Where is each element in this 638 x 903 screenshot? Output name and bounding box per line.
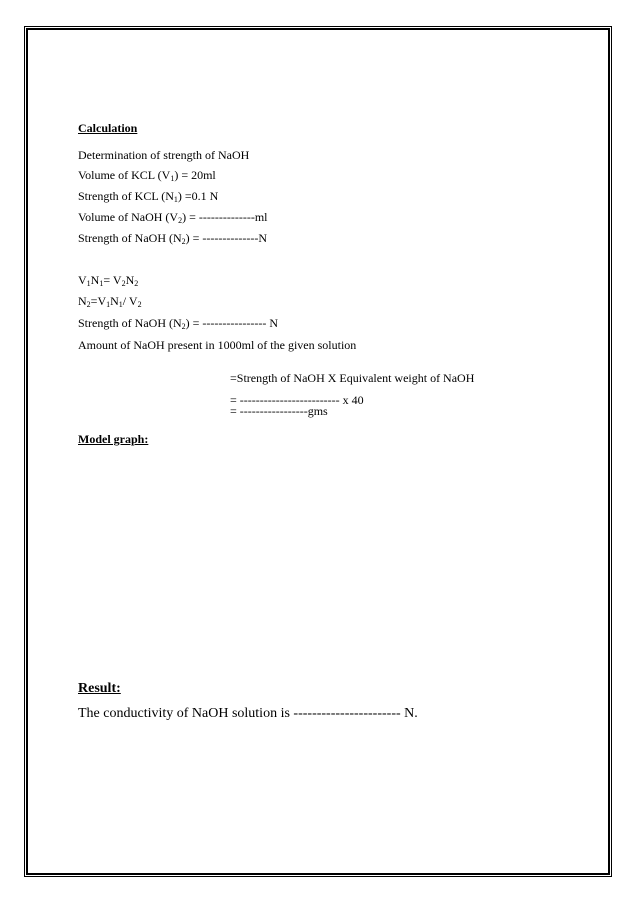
- intro-text: Determination of strength of NaOH: [78, 148, 250, 162]
- amount-text: Amount of NaOH present in 1000ml of the given solution: [78, 338, 357, 352]
- formula-equation-2: $N_2=V_1N_1/$ $V_2$: [78, 294, 142, 309]
- strength-x-equivalent-text: =Strength of NaOH X Equivalent weight of NaOH: [230, 371, 475, 385]
- blank-x40-text: = ------------------------- x 40: [230, 393, 364, 407]
- calculation-heading: Calculation: [78, 121, 138, 135]
- result-text: The conductivity of NaOH solution is ----------------------- N.: [78, 706, 418, 721]
- strength-kcl-line: Strength of KCL $(N_1) =0.1$ N: [78, 189, 219, 204]
- volume-naoh-line: Volume of NaOH $(V_2) = --------------ml$: [78, 210, 268, 225]
- strength-naoh-line: Strength of NaOH $(N_2) = --------------N$: [78, 231, 268, 246]
- result-heading: Result:: [78, 681, 121, 696]
- formula-equation-1: $V_1N_1= V_2N_2$: [78, 273, 139, 288]
- volume-kcl-line: Volume of KCL $(V_1) = 20ml$: [78, 168, 216, 183]
- blank-gms-text: = -----------------gms: [230, 404, 328, 418]
- model-graph-heading: Model graph:: [78, 432, 149, 446]
- strength-naoh-result-line: Strength of NaOH $(N_2)$ = ---------------- N: [78, 316, 279, 331]
